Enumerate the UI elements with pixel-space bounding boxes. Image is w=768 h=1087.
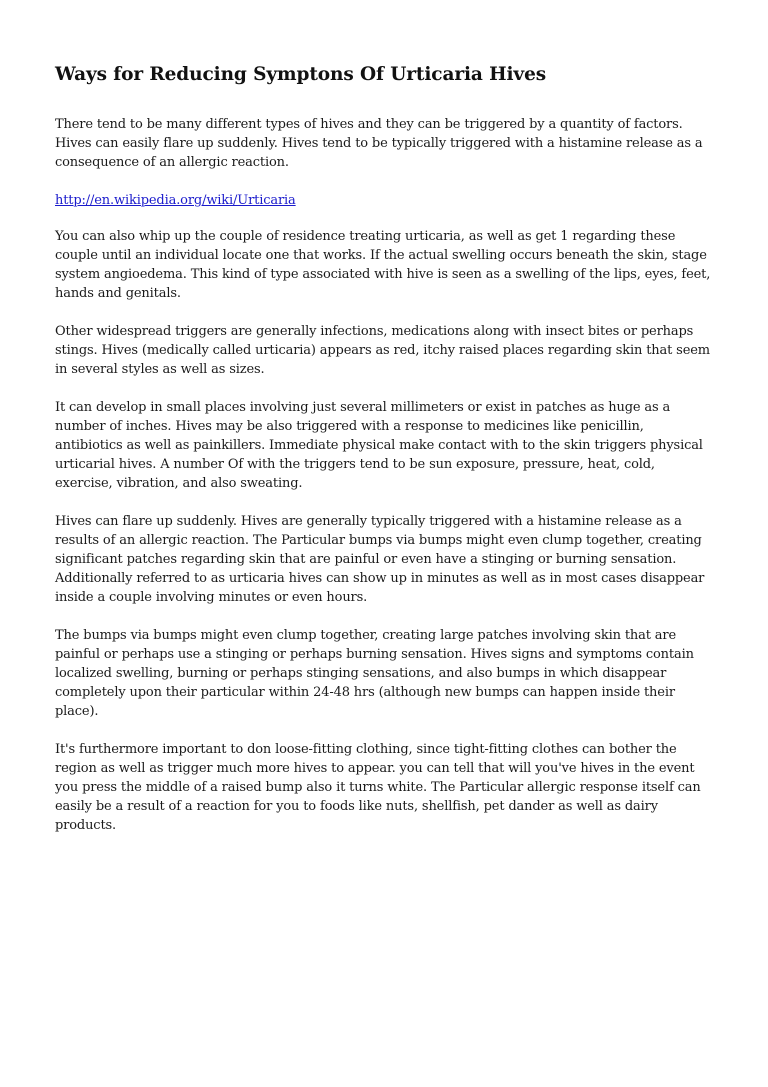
- paragraph-3: Other widespread triggers are generally infections, medications along with insect bites or perhaps stings. Hives (medically called urticaria) appears as red, itchy raised places regarding skin that seem in several styles as well as sizes.: [55, 324, 710, 377]
- paragraph-4: It can develop in small places involving just several millimeters or exist in patches as huge as a number of inches. Hives may be also triggered with a response to medicines like penicillin, antibiotics as well as painkillers. Immediate physical make contact with to the skin triggers physical urticarial hives. A number Of with the triggers tend to be sun exposure, pressure, heat, cold, exercise, vibration, and also sweating.: [55, 400, 703, 491]
- reference-link-paragraph: [55, 191, 715, 210]
- document-page: [55, 62, 715, 854]
- paragraph-6: The bumps via bumps might even clump together, creating large patches involving skin that are painful or perhaps use a stinging or perhaps burning sensation. Hives signs and symptoms contain localized swelling, burning or perhaps stinging sensations, and also bumps in which disappear completely upon their particular within 24-48 hrs (although new bumps can happen inside their place).: [55, 628, 694, 719]
- wikipedia-link[interactable]: http://en.wikipedia.org/wiki/Urticaria: [55, 193, 296, 208]
- paragraph-2: You can also whip up the couple of residence treating urticaria, as well as get 1 regarding these couple until an individual locate one that works. If the actual swelling occurs beneath the skin, stage system angioedema. This kind of type associated with hive is seen as a swelling of the lips, eyes, feet, hands and genitals.: [55, 229, 711, 301]
- document-title: Ways for Reducing Symptons Of Urticaria Hives: [55, 64, 547, 85]
- paragraph-5: Hives can flare up suddenly. Hives are generally typically triggered with a histamine release as a results of an allergic reaction. The Particular bumps via bumps might even clump together, creating significant patches regarding skin that are painful or even have a stinging or burning sensation. Additionally referred to as urticaria hives can show up in minutes as well as in most cases disappear inside a couple involving minutes or even hours.: [55, 514, 705, 605]
- paragraph-1: There tend to be many different types of hives and they can be triggered by a quantity of factors. Hives can easily flare up suddenly. Hives tend to be typically triggered with a histamine release as a consequence of an allergic reaction.: [55, 117, 703, 170]
- paragraph-7: It's furthermore important to don loose-fitting clothing, since tight-fitting clothes can bother the region as well as trigger much more hives to appear. you can tell that will you've hives in the event you press the middle of a raised bump also it turns white. The Particular allergic response itself can easily be a result of a reaction for you to foods like nuts, shellfish, pet dander as well as dairy products.: [55, 742, 701, 833]
